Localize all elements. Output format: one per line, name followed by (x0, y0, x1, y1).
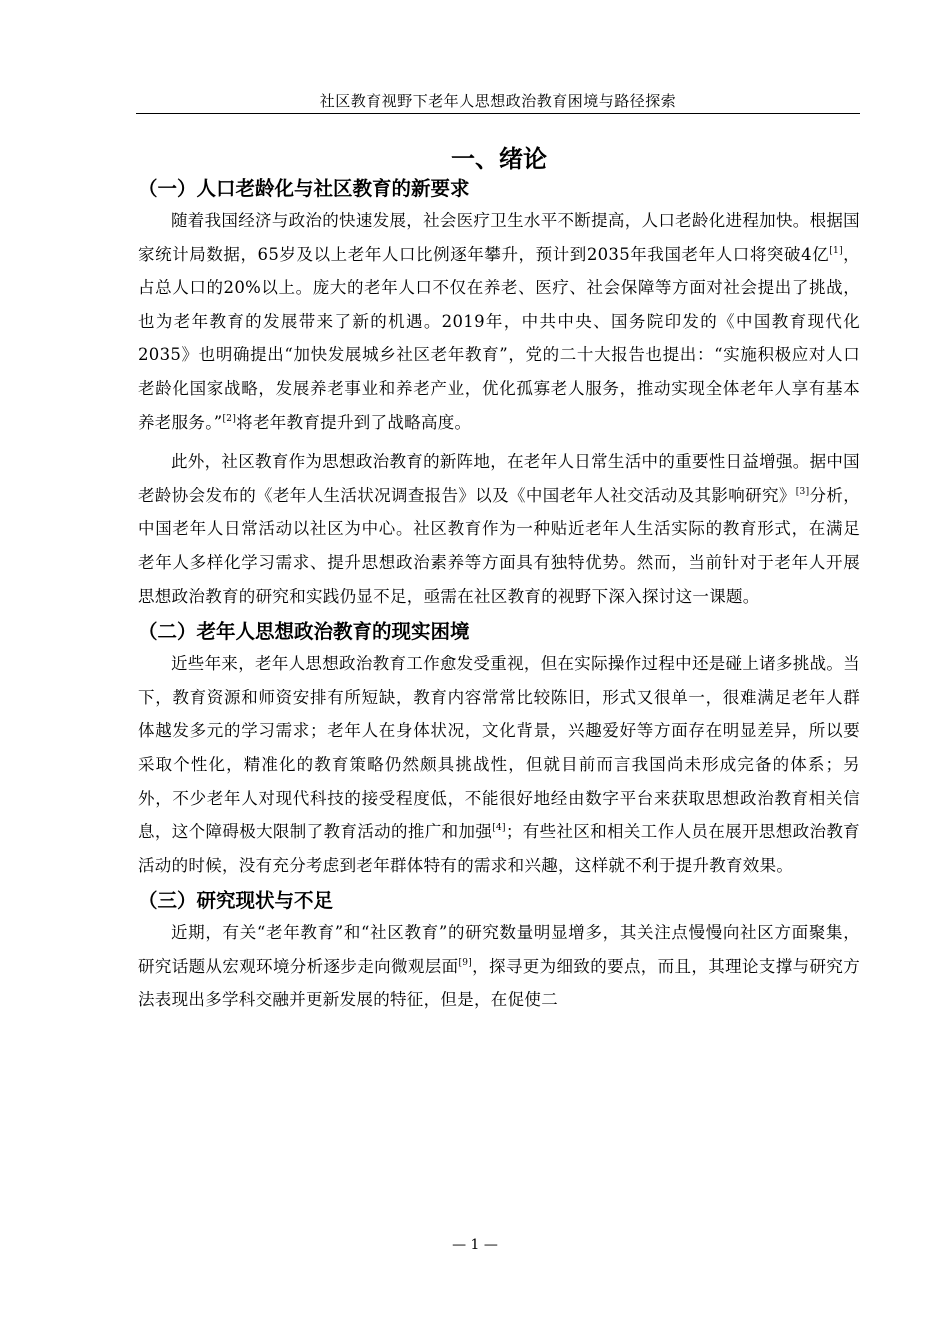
body-paragraph: 此外，社区教育作为思想政治教育的新阵地，在老年人日常生活中的重要性日益增强。据中国老龄协会发布的《老年人生活状况调查报告》以及《中国老年人社交活动及其影响研究》[3]分析，中国老年人日常活动以社区为中心。社区教育作为一种贴近老年人生活实际的教育形式，在满足老年人多样化学习需求、提升思想政治素养等方面具有独特优势。然而，当前针对于老年人开展思想政治教育的研究和实践仍显不足，亟需在社区教育的视野下深入探讨这一课题。 (138, 452, 861, 606)
page-number: — 1 — (452, 1237, 498, 1253)
citation-ref: [2] (222, 413, 237, 424)
chapter-title: 一、绪论 (451, 145, 547, 173)
document-body (138, 142, 860, 1023)
citation-ref: [9] (458, 957, 473, 968)
citation-ref: [3] (795, 486, 810, 497)
section-title-2: （二）老年人思想政治教育的现实困境 (138, 620, 470, 644)
body-paragraph: 随着我国经济与政治的快速发展，社会医疗卫生水平不断提高，人口老龄化进程加快。根据国家统计局数据，65岁及以上老年人口比例逐年攀升，预计到2035年我国老年人口将突破4亿[1]，占总人口的20%以上。庞大的老年人口不仅在养老、医疗、社会保障等方面对社会提出了挑战，也为老年教育的发展带来了新的机遇。2019年，中共中央、国务院印发的《中国教育现代化2035》也明确提出“加快发展城乡社区老年教育”，党的二十大报告也提出：“实施积极应对人口老龄化国家战略，发展养老事业和养老产业，优化孤寡老人服务，推动实现全体老年人享有基本养老服务。”[2]将老年教育提升到了战略高度。 (138, 211, 860, 432)
body-paragraph: 近些年来，老年人思想政治教育工作愈发受重视，但在实际操作过程中还是碰上诸多挑战。当下，教育资源和师资安排有所短缺，教育内容常常比较陈旧，形式又很单一，很难满足老年人群体越发多元的学习需求；老年人在身体状况，文化背景，兴趣爱好等方面存在明显差异，所以要采取个性化，精准化的教育策略仍然颇具挑战性，但就目前而言我国尚未形成完备的体系；另外，不少老年人对现代科技的接受程度低，不能很好地经由数字平台来获取思想政治教育相关信息，这个障碍极大限制了教育活动的推广和加强[4]；有些社区和相关工作人员在展开思想政治教育活动的时候，没有充分考虑到老年群体特有的需求和兴趣，这样就不利于提升教育效果。 (138, 654, 860, 875)
citation-ref: [1] (829, 245, 843, 256)
section-title-3: （三）研究现状与不足 (138, 889, 334, 913)
body-paragraph: 近期，有关“老年教育”和“社区教育”的研究数量明显增多，其关注点慢慢向社区方面聚集，研究话题从宏观环境分析逐步走向微观层面[9]，探寻更为细致的要点，而且，其理论支撑与研究方法表现出多学科交融并更新发展的特征，但是，在促使二 (138, 923, 860, 1010)
citation-ref: [4] (492, 823, 506, 834)
section-title-1: （一）人口老龄化与社区教育的新要求 (138, 177, 470, 200)
running-header: 社区教育视野下老年人思想政治教育困境与路径探索 (319, 92, 677, 110)
header-rule (136, 113, 860, 114)
